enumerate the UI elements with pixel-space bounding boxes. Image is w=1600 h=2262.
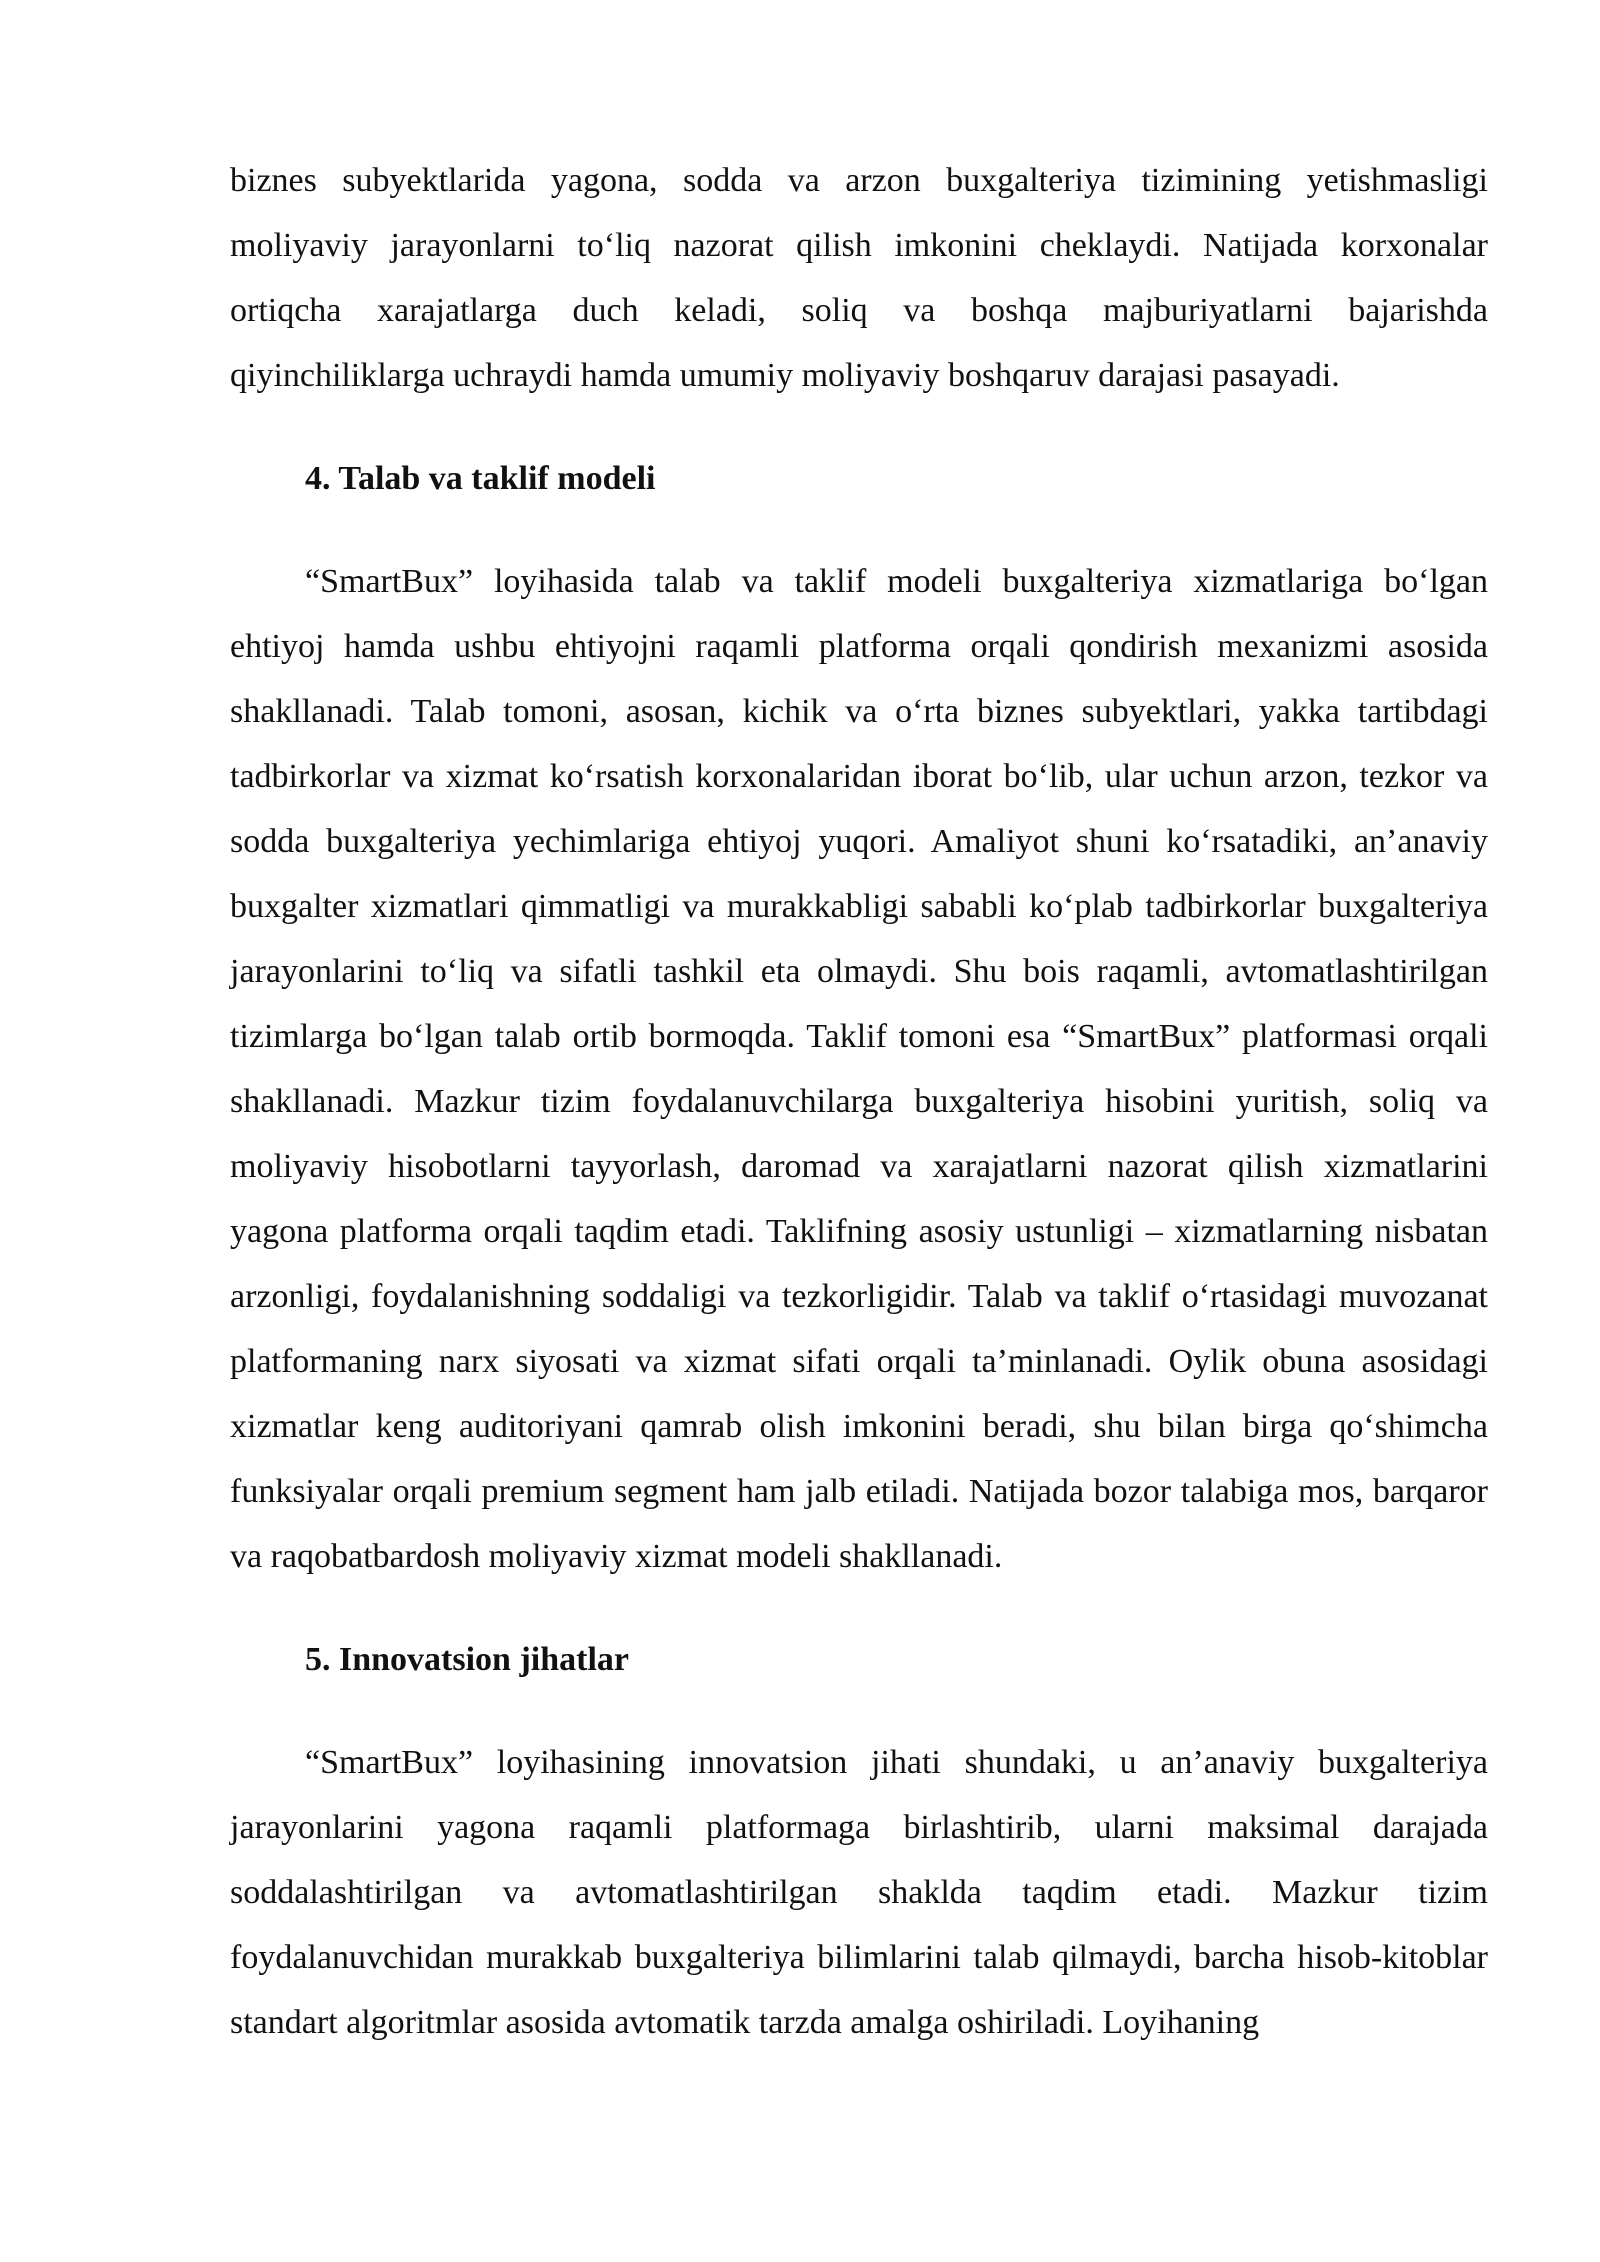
section-heading-5: 5. Innovatsion jihatlar — [305, 1641, 629, 1678]
document-body — [230, 148, 1488, 2055]
paragraph-supply-demand-model: “SmartBux” loyihasida talab va taklif modeli buxgalteriya xizmatlariga bo‘lgan ehtiyoj hamda ushbu ehtiyojni raqamli platforma orqali qondirish mexanizmi asosida shakllanadi. Talab tomoni, asosan, kichik va o‘rta biznes subyektlari, yakka tartibdagi tadbirkorlar va xizmat ko‘rsatish korxonalaridan iborat bo‘lib, ular uchun arzon, tezkor va sodda buxgalteriya yechimlariga ehtiyoj yuqori. Amaliyot shuni ko‘rsatadiki, an’anaviy buxgalter xizmatlari qimmatligi va murakkabligi sababli ko‘plab tadbirkorlar buxgalteriya jarayonlarini to‘liq va sifatli tashkil eta olmaydi. Shu bois raqamli, avtomatlashtirilgan tizimlarga bo‘lgan talab ortib bormoqda. Taklif tomoni esa “SmartBux” platformasi orqali shakllanadi. Mazkur tizim foydalanuvchilarga buxgalteriya hisobini yuritish, soliq va moliyaviy hisobotlarni tayyorlash, daromad va xarajatlarni nazorat qilish xizmatlarini yagona platforma orqali taqdim etadi. Taklifning asosiy ustunligi – xizmatlarning nisbatan arzonligi, foydalanishning soddaligi va tezkorligidir. Talab va taklif o‘rtasidagi muvozanat platformaning narx siyosati va xizmat sifati orqali ta’minlanadi. Oylik obuna asosidagi xizmatlar keng auditoriyani qamrab olish imkonini beradi, shu bilan birga qo‘shimcha funksiyalar orqali premium segment ham jalb etiladi. Natijada bozor talabiga mos, barqaror va raqobatbardosh moliyaviy xizmat modeli shakllanadi. — [230, 563, 1488, 1575]
paragraph-intro-continuation: biznes subyektlarida yagona, sodda va arzon buxgalteriya tizimining yetishmasligi moliyaviy jarayonlarni to‘liq nazorat qilish imkonini cheklaydi. Natijada korxonalar ortiqcha xarajatlarga duch keladi, soliq va boshqa majburiyatlarni bajarishda qiyinchiliklarga uchraydi hamda umumiy moliyaviy boshqaruv darajasi pasayadi. — [230, 162, 1488, 394]
section-heading-4: 4. Talab va taklif modeli — [305, 460, 656, 497]
paragraph-innovation-aspects: “SmartBux” loyihasining innovatsion jihati shundaki, u an’anaviy buxgalteriya jarayonlarini yagona raqamli platformaga birlashtirib, ularni maksimal darajada soddalashtirilgan va avtomatlashtirilgan shaklda taqdim etadi. Mazkur tizim foydalanuvchidan murakkab buxgalteriya bilimlarini talab qilmaydi, barcha hisob-kitoblar standart algoritmlar asosida avtomatik tarzda amalga oshiriladi. Loyihaning — [230, 1744, 1488, 2041]
